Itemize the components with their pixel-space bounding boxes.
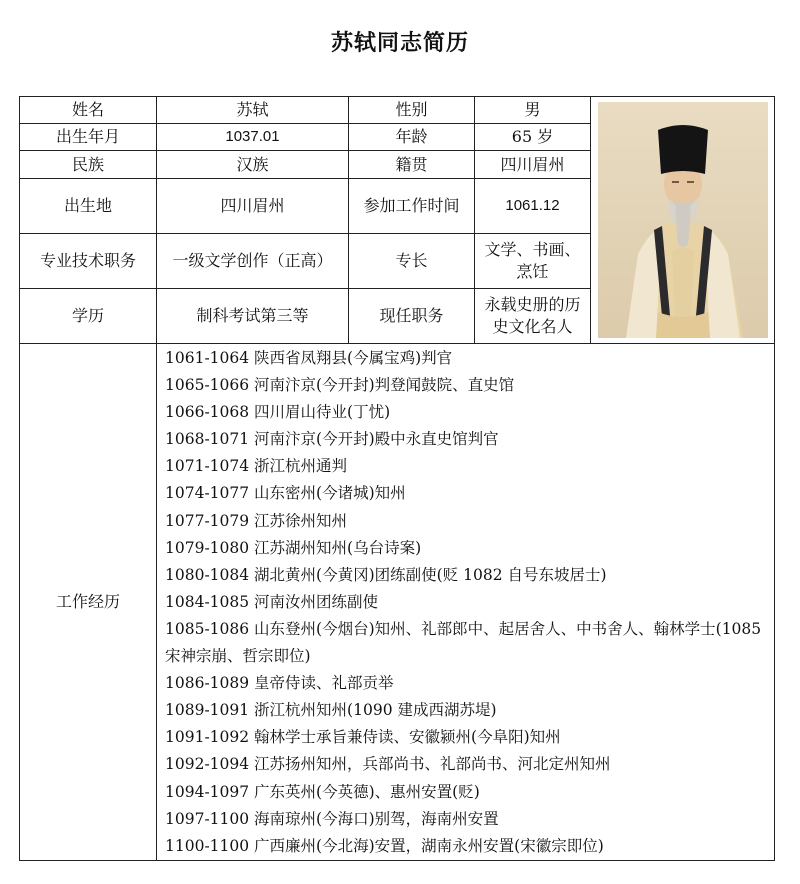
value-work-start: 1061.12 [475,179,591,234]
work-history-item: 1097-1100 海南琼州(今海口)别驾，海南州安置 [165,809,499,828]
row-name [20,97,775,124]
label-gender: 性别 [349,97,475,124]
resume-table [19,96,775,861]
label-work-start: 参加工作时间 [349,179,475,234]
value-native-place: 四川眉州 [475,151,591,179]
label-work-history: 工作经历 [20,344,157,861]
row-work-history [20,344,775,861]
work-history-item: 1092-1094 江苏扬州知州，兵部尚书、礼部尚书、河北定州知州 [165,755,611,774]
label-native-place: 籍贯 [349,151,475,179]
page-title: 苏轼同志简历 [330,30,469,56]
work-history-item: 1091-1092 翰林学士承旨兼侍读、安徽颍州(今阜阳)知州 [165,728,561,747]
value-specialty: 文学、书画、烹饪 [475,234,591,289]
work-history-item: 1084-1085 河南汝州团练副使 [165,592,379,611]
label-name: 姓名 [20,97,157,124]
label-birthplace: 出生地 [20,179,157,234]
work-history-list [157,344,775,861]
value-education: 制科考试第三等 [157,289,349,344]
label-age: 年龄 [349,124,475,151]
value-age: 65 岁 [475,124,591,151]
label-ethnicity: 民族 [20,151,157,179]
work-history-item: 1089-1091 浙江杭州知州(1090 建成西湖苏堤) [165,701,497,720]
value-tech-title: 一级文学创作（正高） [157,234,349,289]
value-current-post: 永载史册的历史文化名人 [475,289,591,344]
label-specialty: 专长 [349,234,475,289]
work-history-item: 1085-1086 山东登州(今烟台)知州、礼部郎中、起居舍人、中书舍人、翰林学士(1085 宋神宗崩、哲宗即位) [165,619,762,666]
label-education: 学历 [20,289,157,344]
work-history-item: 1079-1080 江苏湖州知州(乌台诗案) [165,538,422,557]
value-ethnicity: 汉族 [157,151,349,179]
work-history-item: 1100-1100 广西廉州(今北海)安置，湖南永州安置(宋徽宗即位) [165,836,604,855]
portrait-cell [591,97,775,344]
value-birthplace: 四川眉州 [157,179,349,234]
label-current-post: 现任职务 [349,289,475,344]
work-history-item: 1080-1084 湖北黄州(今黄冈)团练副使(贬 1082 自号东坡居士) [165,565,607,584]
label-birth: 出生年月 [20,124,157,151]
portrait-figure-icon [598,102,768,338]
work-history-item: 1066-1068 四川眉山待业(丁忧) [165,403,391,422]
work-history-item: 1068-1071 河南汴京(今开封)殿中永直史馆判官 [165,430,499,449]
work-history-item: 1086-1089 皇帝侍读、礼部贡举 [165,674,394,693]
work-history-item: 1094-1097 广东英州(今英德)、惠州安置(贬) [165,782,480,801]
work-history-item: 1074-1077 山东密州(今诸城)知州 [165,484,406,503]
work-history-item: 1071-1074 浙江杭州通判 [165,457,348,476]
work-history-item: 1061-1064 陕西省凤翔县(今属宝鸡)判官 [165,349,453,367]
value-name: 苏轼 [157,97,349,124]
label-tech-title: 专业技术职务 [20,234,157,289]
value-gender: 男 [475,97,591,124]
value-birth: 1037.01 [157,124,349,151]
work-history-item: 1065-1066 河南汴京(今开封)判登闻鼓院、直史馆 [165,376,515,395]
work-history-item: 1077-1079 江苏徐州知州 [165,511,348,530]
